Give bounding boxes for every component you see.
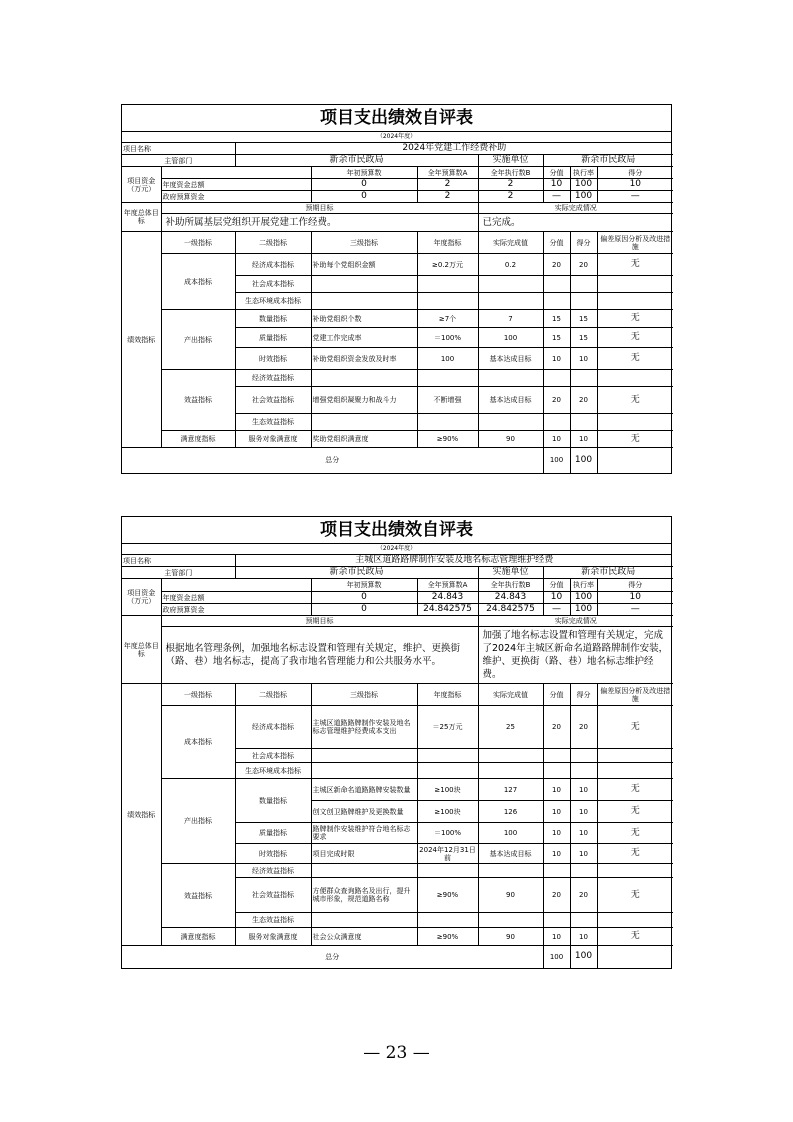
deviation-analysis: 无: [597, 254, 673, 276]
actual-label: 实际完成情况: [478, 616, 673, 627]
funds-value: 0: [311, 179, 417, 191]
funds-value: 24.843: [417, 592, 478, 604]
indicator-header: 偏差原因分析及改进措施: [597, 232, 673, 254]
impl-value: 新余市民政局: [543, 567, 673, 579]
total-score: 100: [543, 946, 570, 968]
impl-label: 实施单位: [478, 567, 543, 579]
score-weight: 10: [543, 928, 570, 946]
funds-header: 得分: [597, 579, 673, 592]
form-title: 项目支出绩效自评表: [122, 517, 671, 544]
score-got: [570, 913, 597, 928]
total-got: 100: [570, 448, 597, 473]
level2-indicator: 时效指标: [235, 844, 311, 864]
annual-target: 不断增强: [417, 387, 478, 414]
indicator-header: 分值: [543, 232, 570, 254]
self-evaluation-table: [122, 143, 673, 473]
goal-label: 年度总体目标: [122, 616, 161, 684]
deviation-analysis: 无: [597, 348, 673, 370]
annual-target: [417, 763, 478, 779]
score-weight: [543, 370, 570, 387]
indicator-header: 分值: [543, 684, 570, 706]
actual-value: 基本达成目标: [478, 387, 543, 414]
level3-indicator: 创文创卫路牌维护及更换数量: [311, 801, 417, 823]
annual-target: [417, 293, 478, 310]
expected-goal: 根据地名管理条例，加强地名标志设置和管理有关规定，维护、更换街（路、巷）地名标志，提高了我市地名管理能力和公共服务水平。: [161, 627, 478, 684]
level3-indicator: 补助党组织资金发放及时率: [311, 348, 417, 370]
performance-form-2: [121, 516, 672, 969]
score-weight: [543, 864, 570, 878]
level2-indicator: 社会成本指标: [235, 749, 311, 763]
funds-value: 0: [311, 191, 417, 203]
score-got: [570, 763, 597, 779]
funds-value: 100: [570, 592, 597, 604]
deviation-analysis: 无: [597, 310, 673, 328]
score-weight: 15: [543, 328, 570, 348]
annual-target: ≥7个: [417, 310, 478, 328]
actual-value: 基本达成目标: [478, 348, 543, 370]
total-label: 总分: [122, 448, 543, 473]
self-evaluation-table: [122, 555, 673, 968]
expected-goal: 补助所属基层党组织开展党建工作经费。: [161, 214, 478, 232]
score-got: 10: [570, 823, 597, 844]
form-year: （2024年度）: [122, 544, 671, 555]
funds-blank: [161, 579, 311, 592]
deviation-analysis: [597, 370, 673, 387]
funds-value: —: [597, 191, 673, 203]
perf-label: 绩效指标: [122, 684, 161, 946]
score-weight: 10: [543, 431, 570, 448]
score-got: 10: [570, 928, 597, 946]
level2-indicator: 服务对象满意度: [235, 928, 311, 946]
deviation-analysis: [597, 293, 673, 310]
actual-value: [478, 370, 543, 387]
annual-target: ＝100%: [417, 328, 478, 348]
score-got: 20: [570, 254, 597, 276]
indicator-header: 二级指标: [235, 684, 311, 706]
score-weight: [543, 293, 570, 310]
score-got: 10: [570, 779, 597, 801]
project-name: 主城区道路路牌制作安装及地名标志管理维护经费: [235, 555, 673, 567]
level1-indicator: 效益指标: [161, 864, 235, 928]
score-got: 20: [570, 878, 597, 913]
dept-value: 新余市民政局: [235, 567, 478, 579]
form-title: 项目支出绩效自评表: [122, 105, 671, 132]
score-got: 20: [570, 387, 597, 414]
deviation-analysis: 无: [597, 823, 673, 844]
actual-value: 127: [478, 779, 543, 801]
level3-indicator: 奖助党组织满意度: [311, 431, 417, 448]
actual-value: 0.2: [478, 254, 543, 276]
level2-indicator: 时效指标: [235, 348, 311, 370]
score-weight: [543, 913, 570, 928]
dept-value: 新余市民政局: [235, 155, 478, 167]
actual-value: 90: [478, 878, 543, 913]
deviation-analysis: [597, 414, 673, 431]
level2-indicator: 生态环境成本指标: [235, 763, 311, 779]
funds-header: 年初预算数: [311, 579, 417, 592]
total-blank: [597, 448, 673, 473]
level3-indicator: 社会公众满意度: [311, 928, 417, 946]
level3-indicator: 主城区道路路牌制作安装及地名标志管理维护经费成本支出: [311, 706, 417, 749]
actual-value: [478, 749, 543, 763]
annual-target: [417, 864, 478, 878]
level2-indicator: 社会效益指标: [235, 878, 311, 913]
score-weight: [543, 414, 570, 431]
level3-indicator: [311, 749, 417, 763]
annual-target: ≥90%: [417, 878, 478, 913]
score-weight: [543, 276, 570, 293]
score-got: 15: [570, 310, 597, 328]
deviation-analysis: 无: [597, 328, 673, 348]
score-weight: [543, 749, 570, 763]
performance-form-1: [121, 104, 672, 474]
level1-indicator: 成本指标: [161, 254, 235, 310]
level2-indicator: 经济效益指标: [235, 864, 311, 878]
funds-value: 10: [597, 592, 673, 604]
score-weight: 10: [543, 348, 570, 370]
funds-value: 24.843: [478, 592, 543, 604]
total-blank: [597, 946, 673, 968]
goal-label: 年度总体目标: [122, 203, 161, 232]
score-got: [570, 276, 597, 293]
actual-value: 基本达成目标: [478, 844, 543, 864]
score-weight: 10: [543, 779, 570, 801]
actual-value: 25: [478, 706, 543, 749]
actual-value: 100: [478, 823, 543, 844]
funds-value: 2: [417, 191, 478, 203]
level2-indicator: 生态效益指标: [235, 913, 311, 928]
indicator-header: 二级指标: [235, 232, 311, 254]
funds-value: 0: [311, 604, 417, 616]
score-got: [570, 749, 597, 763]
annual-target: [417, 276, 478, 293]
score-weight: 20: [543, 387, 570, 414]
project-name: 2024年党建工作经费补助: [235, 143, 673, 155]
funds-header: 分值: [543, 167, 570, 179]
indicator-header: 三级指标: [311, 684, 417, 706]
total-score: 100: [543, 448, 570, 473]
funds-value: 24.842575: [417, 604, 478, 616]
level3-indicator: 补助党组织个数: [311, 310, 417, 328]
score-got: [570, 293, 597, 310]
level2-indicator: 质量指标: [235, 823, 311, 844]
score-got: 10: [570, 844, 597, 864]
level2-indicator: 服务对象满意度: [235, 431, 311, 448]
score-got: 10: [570, 431, 597, 448]
dept-label: 主管部门: [122, 567, 235, 579]
indicator-header: 实际完成值: [478, 232, 543, 254]
funds-value: 2: [417, 179, 478, 191]
level3-indicator: 项目完成时限: [311, 844, 417, 864]
project-name-label: 项目名称: [122, 555, 235, 567]
level3-indicator: [311, 864, 417, 878]
level1-indicator: 产出指标: [161, 779, 235, 864]
actual-value: [478, 763, 543, 779]
funds-header: 全年预算数A: [417, 579, 478, 592]
deviation-analysis: 无: [597, 431, 673, 448]
indicator-header: 三级指标: [311, 232, 417, 254]
indicator-header: 偏差原因分析及改进措施: [597, 684, 673, 706]
score-got: [570, 370, 597, 387]
deviation-analysis: 无: [597, 878, 673, 913]
score-weight: 20: [543, 254, 570, 276]
level2-indicator: 生态效益指标: [235, 414, 311, 431]
score-got: 15: [570, 328, 597, 348]
funds-value: 100: [570, 179, 597, 191]
expected-label: 预期目标: [161, 616, 478, 627]
deviation-analysis: 无: [597, 928, 673, 946]
score-got: [570, 864, 597, 878]
perf-label: 绩效指标: [122, 232, 161, 448]
funds-value: 10: [543, 592, 570, 604]
expected-label: 预期目标: [161, 203, 478, 214]
level3-indicator: 补助每个党组织金额: [311, 254, 417, 276]
funds-value: 10: [543, 179, 570, 191]
level1-indicator: 满意度指标: [161, 431, 235, 448]
indicator-header: 一级指标: [161, 232, 235, 254]
funds-value: 0: [311, 592, 417, 604]
funds-header: 执行率: [570, 579, 597, 592]
score-got: 20: [570, 706, 597, 749]
indicator-header: 年度指标: [417, 232, 478, 254]
actual-value: [478, 276, 543, 293]
actual-value: 7: [478, 310, 543, 328]
funds-value: 2: [478, 191, 543, 203]
funds-value: 100: [570, 191, 597, 203]
level2-indicator: 数量指标: [235, 310, 311, 328]
funds-label: 项目资金（万元）: [122, 167, 161, 203]
deviation-analysis: 无: [597, 706, 673, 749]
funds-blank: [161, 167, 311, 179]
indicator-header: 一级指标: [161, 684, 235, 706]
actual-label: 实际完成情况: [478, 203, 673, 214]
level2-indicator: 社会成本指标: [235, 276, 311, 293]
level1-indicator: 成本指标: [161, 706, 235, 779]
deviation-analysis: [597, 276, 673, 293]
funds-value: 24.842575: [478, 604, 543, 616]
funds-label: 项目资金（万元）: [122, 579, 161, 616]
level3-indicator: [311, 276, 417, 293]
level2-indicator: 经济效益指标: [235, 370, 311, 387]
level1-indicator: 产出指标: [161, 310, 235, 370]
level2-indicator: 经济成本指标: [235, 706, 311, 749]
deviation-analysis: [597, 749, 673, 763]
annual-target: 100: [417, 348, 478, 370]
annual-target: ＝100%: [417, 823, 478, 844]
annual-target: 2024年12月31日前: [417, 844, 478, 864]
level3-indicator: [311, 293, 417, 310]
level2-indicator: 质量指标: [235, 328, 311, 348]
funds-header: 分值: [543, 579, 570, 592]
page-number: — 23 —: [363, 1043, 430, 1063]
funds-header: 得分: [597, 167, 673, 179]
funds-header: 全年执行数B: [478, 167, 543, 179]
funds-header: 年初预算数: [311, 167, 417, 179]
annual-target: ＝25万元: [417, 706, 478, 749]
deviation-analysis: [597, 763, 673, 779]
actual-value: [478, 414, 543, 431]
actual-value: 126: [478, 801, 543, 823]
indicator-header: 年度指标: [417, 684, 478, 706]
level2-indicator: 数量指标: [235, 779, 311, 823]
actual-value: [478, 913, 543, 928]
funds-value: 2: [478, 179, 543, 191]
level3-indicator: 党建工作完成率: [311, 328, 417, 348]
score-weight: 20: [543, 706, 570, 749]
funds-value: —: [543, 604, 570, 616]
impl-label: 实施单位: [478, 155, 543, 167]
funds-value: 10: [597, 179, 673, 191]
level1-indicator: 满意度指标: [161, 928, 235, 946]
level2-indicator: 社会效益指标: [235, 387, 311, 414]
funds-row-label: 年度资金总额: [161, 179, 311, 191]
annual-target: [417, 370, 478, 387]
annual-target: [417, 913, 478, 928]
actual-result: 加强了地名标志设置和管理有关规定，完成了2024年主城区新命名道路路牌制作安装，维护、更换街（路、巷）地名标志维护经费。: [478, 627, 673, 684]
actual-value: [478, 864, 543, 878]
level3-indicator: [311, 414, 417, 431]
indicator-header: 得分: [570, 232, 597, 254]
level3-indicator: [311, 763, 417, 779]
actual-result: 已完成。: [478, 214, 673, 232]
indicator-header: 得分: [570, 684, 597, 706]
score-weight: 10: [543, 823, 570, 844]
annual-target: [417, 749, 478, 763]
funds-row-label: 政府预算资金: [161, 191, 311, 203]
level2-indicator: 经济成本指标: [235, 254, 311, 276]
score-weight: 15: [543, 310, 570, 328]
total-got: 100: [570, 946, 597, 968]
indicator-header: 实际完成值: [478, 684, 543, 706]
deviation-analysis: 无: [597, 801, 673, 823]
annual-target: ≥0.2万元: [417, 254, 478, 276]
actual-value: 100: [478, 328, 543, 348]
funds-row-label: 年度资金总额: [161, 592, 311, 604]
form-year: （2024年度）: [122, 132, 671, 143]
deviation-analysis: 无: [597, 844, 673, 864]
deviation-analysis: [597, 913, 673, 928]
actual-value: 90: [478, 431, 543, 448]
deviation-analysis: 无: [597, 387, 673, 414]
score-weight: 20: [543, 878, 570, 913]
level3-indicator: 路牌制作安装维护符合地名标志要求: [311, 823, 417, 844]
annual-target: ≥90%: [417, 928, 478, 946]
annual-target: ≥100块: [417, 801, 478, 823]
dept-label: 主管部门: [122, 155, 235, 167]
funds-value: 100: [570, 604, 597, 616]
funds-header: 全年预算数A: [417, 167, 478, 179]
level3-indicator: 主城区新命名道路路牌安装数量: [311, 779, 417, 801]
deviation-analysis: 无: [597, 779, 673, 801]
annual-target: [417, 414, 478, 431]
funds-header: 执行率: [570, 167, 597, 179]
funds-value: —: [597, 604, 673, 616]
score-weight: [543, 763, 570, 779]
score-got: 10: [570, 801, 597, 823]
project-name-label: 项目名称: [122, 143, 235, 155]
score-got: 10: [570, 348, 597, 370]
actual-value: 90: [478, 928, 543, 946]
funds-row-label: 政府预算资金: [161, 604, 311, 616]
level3-indicator: 方便群众查询路名及出行，提升城市形象，规范道路名称: [311, 878, 417, 913]
funds-value: —: [543, 191, 570, 203]
score-weight: 10: [543, 844, 570, 864]
funds-header: 全年执行数B: [478, 579, 543, 592]
level2-indicator: 生态环境成本指标: [235, 293, 311, 310]
annual-target: ≥90%: [417, 431, 478, 448]
total-label: 总分: [122, 946, 543, 968]
actual-value: [478, 293, 543, 310]
deviation-analysis: [597, 864, 673, 878]
score-weight: 10: [543, 801, 570, 823]
impl-value: 新余市民政局: [543, 155, 673, 167]
level3-indicator: [311, 370, 417, 387]
level1-indicator: 效益指标: [161, 370, 235, 431]
level3-indicator: 增强党组织凝聚力和战斗力: [311, 387, 417, 414]
score-got: [570, 414, 597, 431]
annual-target: ≥100块: [417, 779, 478, 801]
level3-indicator: [311, 913, 417, 928]
